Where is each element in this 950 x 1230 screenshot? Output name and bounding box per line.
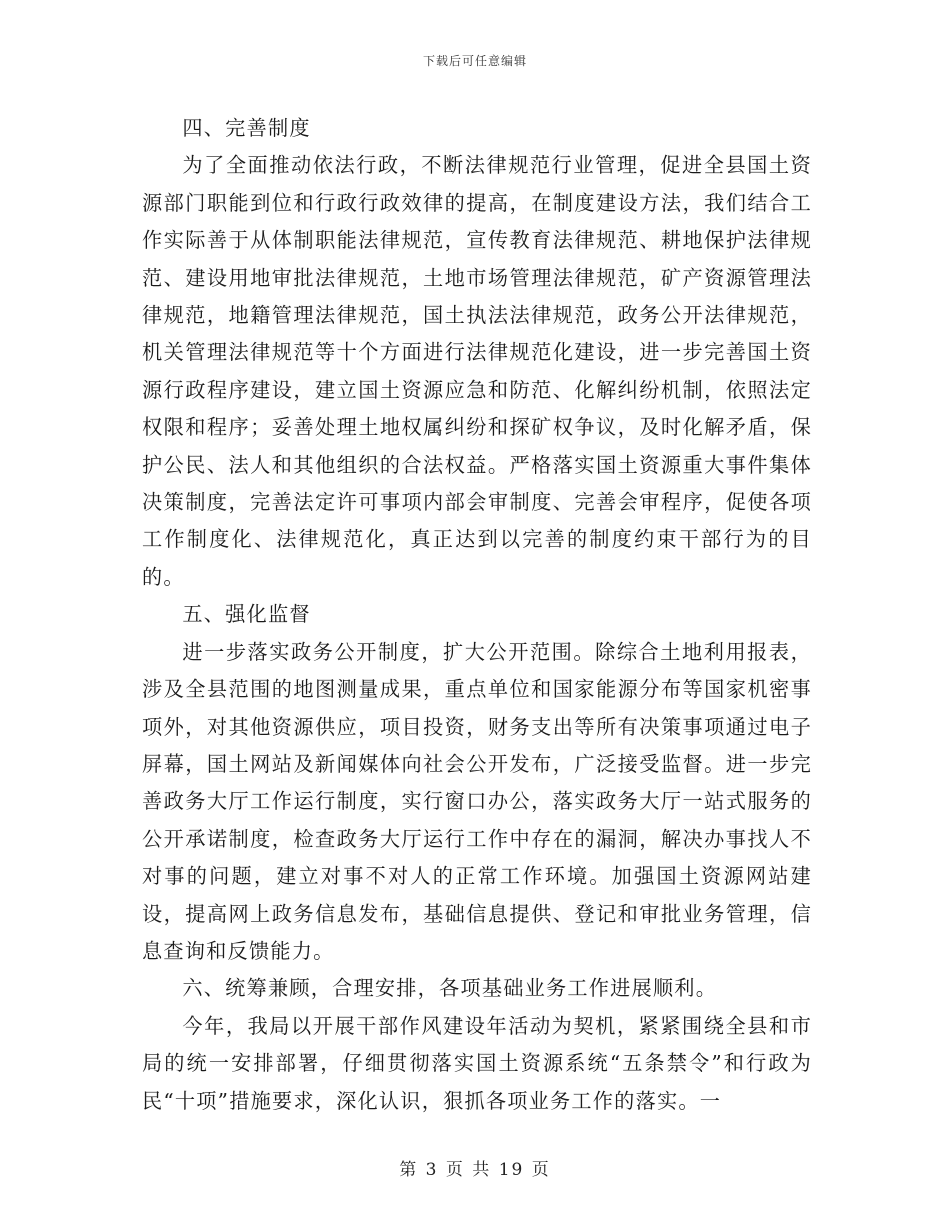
section-heading-5: 五、强化监督 — [182, 602, 311, 627]
section-heading-6: 六、统筹兼顾，合理安排，各项基础业务工作进展顺利。 — [182, 976, 718, 1001]
paragraph-improve-system: 为了全面推动依法行政，不断法律规范行业管理，促进全县国土资源部门职能到位和行政行政效律的提高，在制度建设方法，我们结合工作实际善于从体制职能法律规范，宣传教育法律规范、耕地保护法律规范、建设用地审批法律规范，土地市场管理法律规范，矿产资源管理法律规范，地籍管理法律规范，国土执法法律规范，政务公开法律规范，机关管理法律规范等十个方面进行法律规范化建设，进一步完善国土资源行政程序建设，建立国土资源应急和防范、化解纠纷机制，依照法定权限和程序；妥善处理土地权属纠纷和探矿权争议，及时化解矛盾，保护公民、法人和其他组织的合法权益。严格落实国土资源重大事件集体决策制度，完善法定许可事项内部会审制度、完善会审程序，促使各项工作制度化、法律规范化，真正达到以完善的制度约束干部行为的目的。 — [142, 153, 812, 589]
document-body — [142, 110, 812, 1120]
section-heading-4: 四、完善制度 — [182, 116, 311, 140]
paragraph-strengthen-supervision: 进一步落实政务公开制度，扩大公开范围。除综合土地利用报表，涉及全县范围的地图测量成果，重点单位和国家能源分布等国家机密事项外，对其他资源供应，项目投资，财务支出等所有决策事项通过电子屏幕，国土网站及新闻媒体向社会公开发布，广泛接受监督。进一步完善政务大厅工作运行制度，实行窗口办公，落实政务大厅一站式服务的公开承诺制度，检查政务大厅运行工作中存在的漏洞，解决办事找人不对事的问题，建立对事不对人的正常工作环境。加强国土资源网站建设，提高网上政务信息发布，基础信息提供、登记和审批业务管理，信息查询和反馈能力。 — [142, 639, 812, 963]
page-number-footer: 第 3 页 共 19 页 — [399, 1160, 551, 1180]
page-header: 下载后可任意编辑 — [422, 54, 527, 68]
paragraph-this-year: 今年，我局以开展干部作风建设年活动为契机，紧紧围绕全县和市局的统一安排部署，仔细贯彻落实国土资源系统“五条禁令”和行政为民“十项”措施要求，深化认识，狠抓各项业务工作的落实。一 — [142, 1013, 812, 1113]
